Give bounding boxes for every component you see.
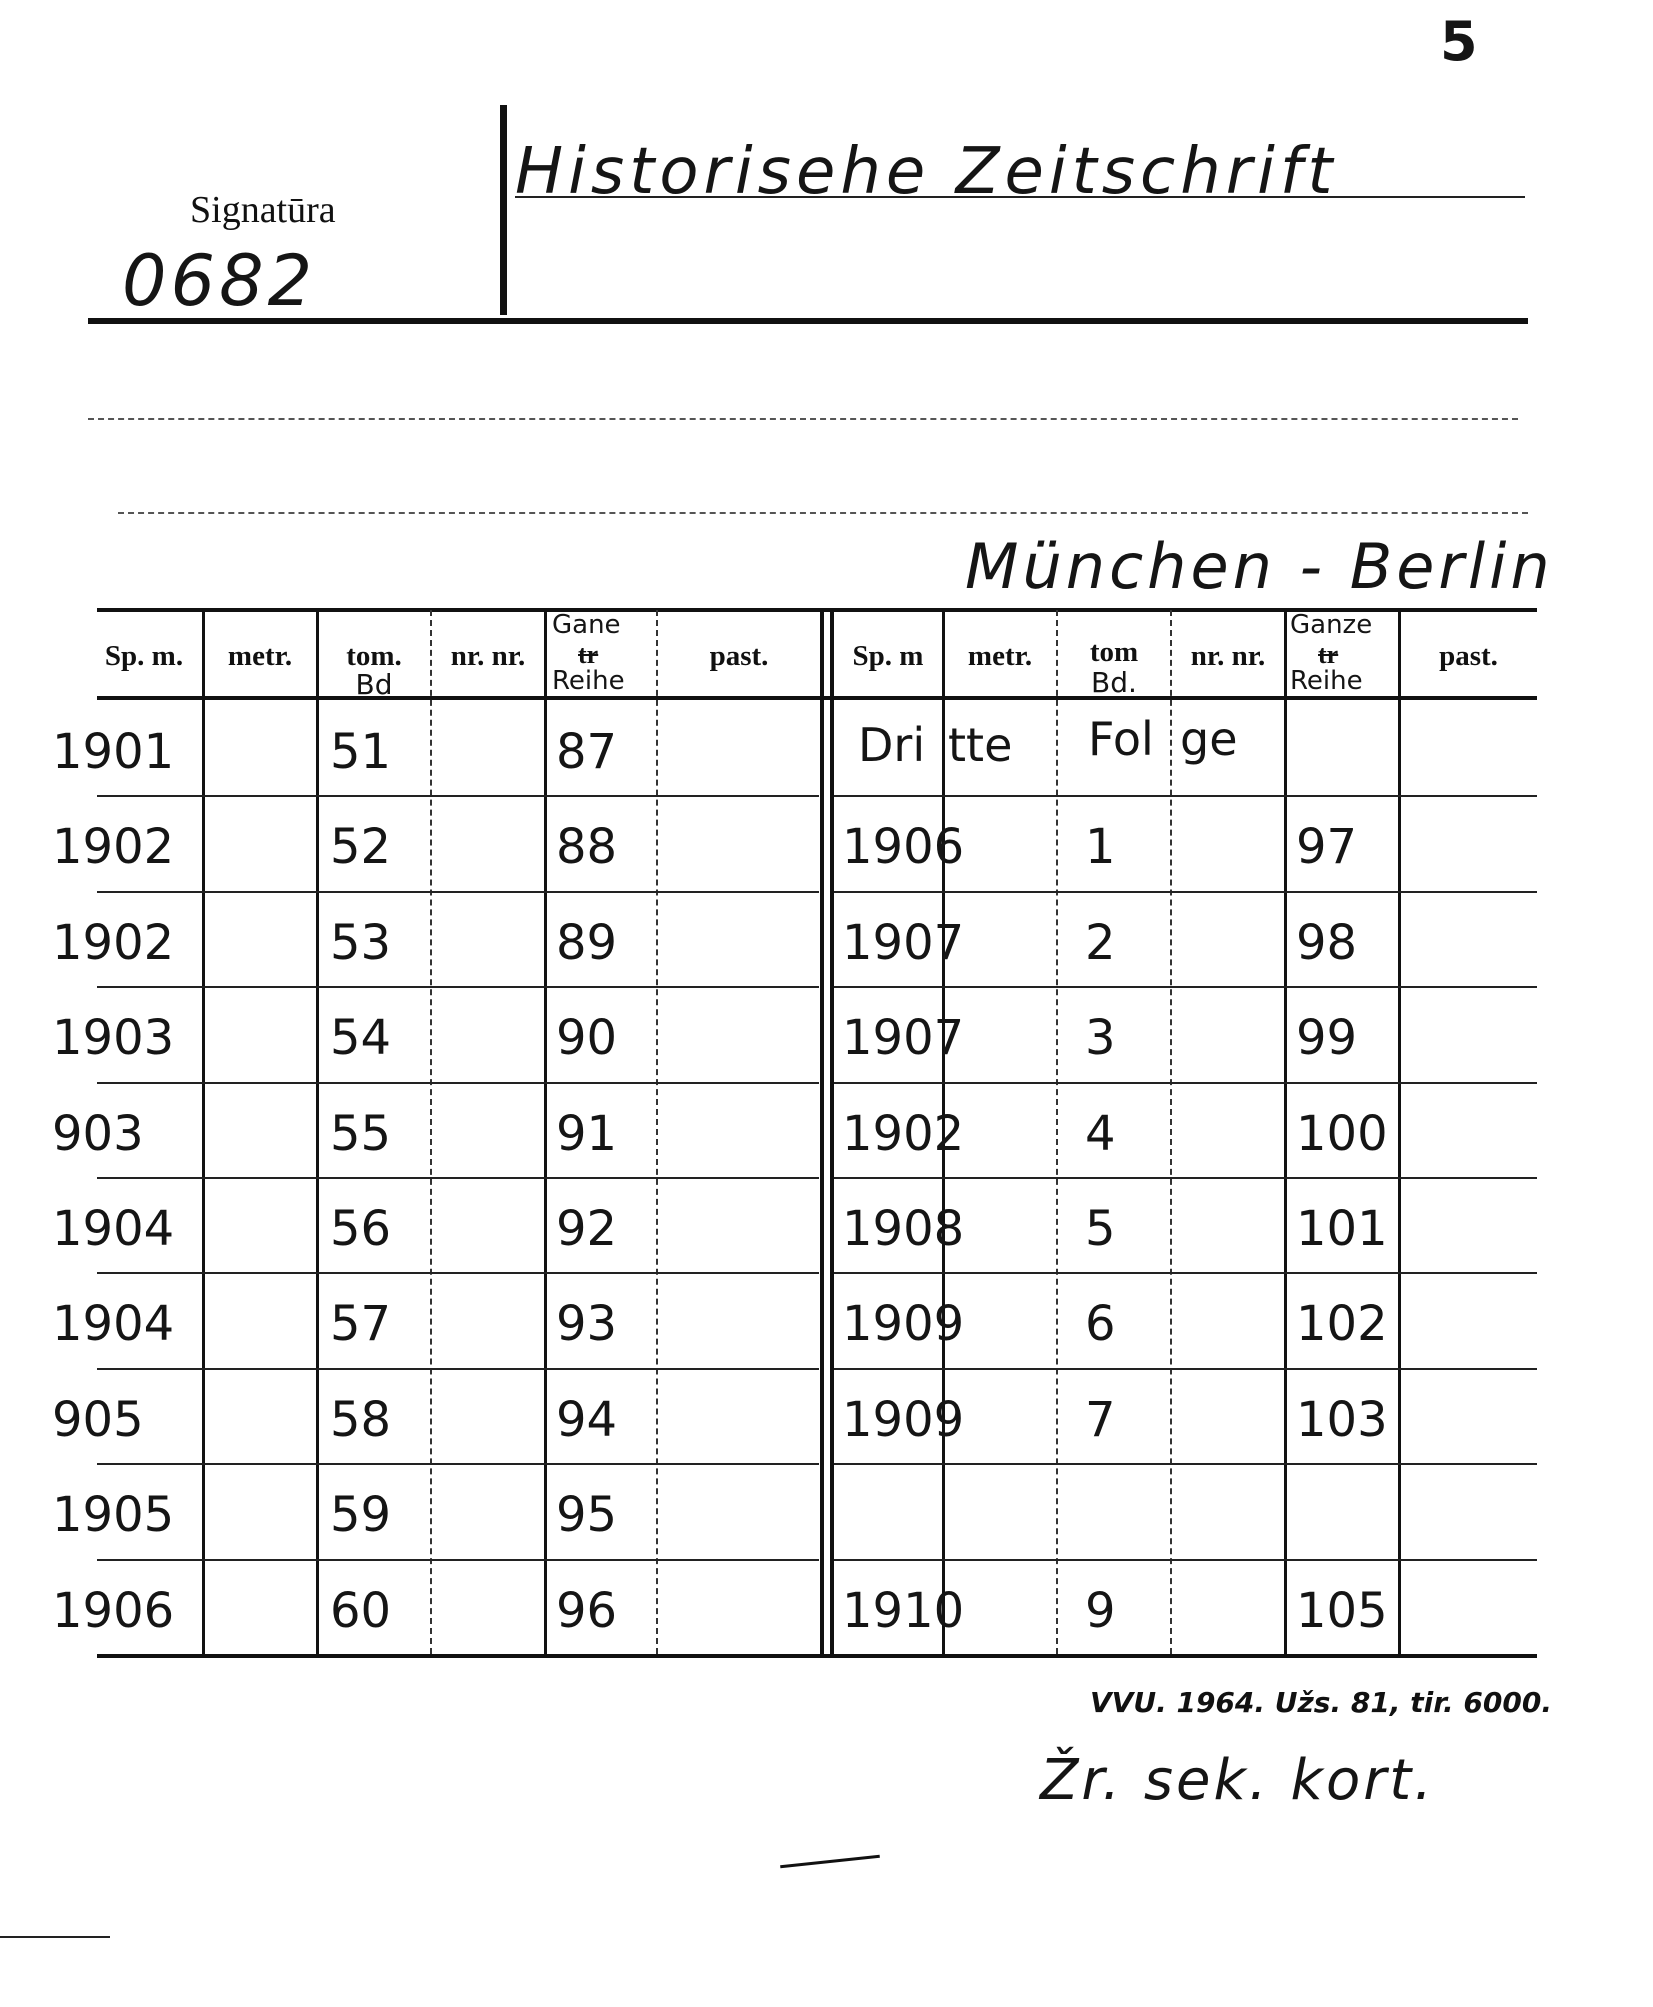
col-header-ganze-struck-right: tr xyxy=(1318,640,1339,669)
year-cell-right: 1909 xyxy=(842,1296,965,1352)
col-header-tom: tom. xyxy=(346,640,402,672)
ganze-reihe-cell: 89 xyxy=(556,915,618,971)
page-number: 5 xyxy=(1440,10,1478,73)
ganze-reihe-cell: 96 xyxy=(556,1583,618,1639)
row-separator-left xyxy=(97,1463,819,1465)
header-divider xyxy=(500,105,507,315)
tom-cell-right: 3 xyxy=(1085,1010,1116,1066)
ganze-reihe-cell-right: 100 xyxy=(1296,1106,1388,1162)
tom-cell: 54 xyxy=(330,1010,392,1066)
ganze-reihe-cell: 91 xyxy=(556,1106,618,1162)
year-cell-right: 1910 xyxy=(842,1583,965,1639)
col-line xyxy=(1170,610,1172,1654)
row-separator-left xyxy=(97,1559,819,1561)
col-line xyxy=(1398,610,1401,1654)
section-note-part4: ge xyxy=(1180,712,1238,766)
printer-note: VVU. 1964. Užs. 81, tir. 6000. xyxy=(1090,1686,1552,1719)
ganze-reihe-cell: 92 xyxy=(556,1201,618,1257)
ganze-reihe-cell-right: 98 xyxy=(1296,915,1358,971)
row-separator-left xyxy=(97,986,819,988)
row-separator-right xyxy=(834,891,1537,893)
year-cell: 1904 xyxy=(52,1201,175,1257)
row-separator-left xyxy=(97,1272,819,1274)
tom-cell: 53 xyxy=(330,915,392,971)
tom-cell-right: 9 xyxy=(1085,1583,1116,1639)
row-separator-left xyxy=(97,1177,819,1179)
ganze-reihe-cell-right: 97 xyxy=(1296,819,1358,875)
col-header-tom-hand: Bd xyxy=(355,668,393,701)
ganze-reihe-cell: 95 xyxy=(556,1487,618,1543)
year-cell: 905 xyxy=(52,1392,144,1448)
row-separator-right xyxy=(834,1368,1537,1370)
year-cell: 1902 xyxy=(52,915,175,971)
year-cell: 1902 xyxy=(52,819,175,875)
title-underline xyxy=(515,196,1525,198)
col-header-tom-hand-right: Bd. xyxy=(1091,666,1137,699)
col-header-nr: nr. nr. xyxy=(450,640,526,672)
ganze-reihe-cell-right: 99 xyxy=(1296,1010,1358,1066)
year-cell-right: 1907 xyxy=(842,1010,965,1066)
tom-cell: 56 xyxy=(330,1201,392,1257)
section-note-part3: Fol xyxy=(1088,712,1154,766)
col-line xyxy=(656,610,658,1654)
table-header-rule xyxy=(97,696,1537,700)
tom-cell: 58 xyxy=(330,1392,392,1448)
year-cell-right: 1902 xyxy=(842,1106,965,1162)
row-separator-right xyxy=(834,1082,1537,1084)
ganze-reihe-cell: 90 xyxy=(556,1010,618,1066)
tom-cell: 60 xyxy=(330,1583,392,1639)
row-separator-right xyxy=(834,1463,1537,1465)
ganze-reihe-cell-right: 105 xyxy=(1296,1583,1388,1639)
section-note-part2: tte xyxy=(948,718,1013,772)
section-note-part1: Dri xyxy=(858,718,926,772)
tom-cell-right: 4 xyxy=(1085,1106,1116,1162)
tom-cell: 57 xyxy=(330,1296,392,1352)
blank-line-1 xyxy=(88,418,1518,420)
year-cell-right: 1909 xyxy=(842,1392,965,1448)
year-cell: 903 xyxy=(52,1106,144,1162)
col-header-metr-right: metr. xyxy=(967,640,1033,672)
blank-line-2 xyxy=(118,512,1528,514)
scan-mark xyxy=(780,1855,880,1868)
tom-cell-right: 5 xyxy=(1085,1201,1116,1257)
row-separator-right xyxy=(834,986,1537,988)
tom-cell: 55 xyxy=(330,1106,392,1162)
row-separator-left xyxy=(97,1082,819,1084)
col-line xyxy=(1284,610,1287,1654)
row-separator-left xyxy=(97,795,819,797)
tom-cell-right: 2 xyxy=(1085,915,1116,971)
col-header-past: past. xyxy=(709,640,769,672)
row-separator-left xyxy=(97,1368,819,1370)
col-header-ganze-struck: tr xyxy=(578,640,599,669)
ganze-reihe-cell: 93 xyxy=(556,1296,618,1352)
ganze-reihe-cell-right: 101 xyxy=(1296,1201,1388,1257)
table-bottom-rule xyxy=(97,1654,1537,1658)
center-divider xyxy=(820,610,824,1654)
col-header-ganze-top-right: Ganze xyxy=(1290,610,1373,640)
col-header-ganze-bottom: Reihe xyxy=(552,666,625,696)
tom-cell: 59 xyxy=(330,1487,392,1543)
footer-note: Žr. sek. kort. xyxy=(1040,1748,1435,1813)
signature-value: 0682 xyxy=(122,240,317,322)
year-cell: 1903 xyxy=(52,1010,175,1066)
tom-cell-right: 7 xyxy=(1085,1392,1116,1448)
publication-place: München - Berlin xyxy=(965,530,1554,603)
col-header-sp-m-right: Sp. m xyxy=(852,640,924,672)
year-cell: 1906 xyxy=(52,1583,175,1639)
row-separator-right xyxy=(834,1559,1537,1561)
col-header-ganze-top: Gane xyxy=(552,610,621,640)
col-header-tom-right: tom xyxy=(1089,636,1139,668)
center-divider xyxy=(830,610,834,1654)
col-header-past-right: past. xyxy=(1439,640,1498,672)
row-separator-left xyxy=(97,891,819,893)
tom-cell: 52 xyxy=(330,819,392,875)
ganze-reihe-cell: 94 xyxy=(556,1392,618,1448)
col-header-sp-m: Sp. m. xyxy=(104,640,184,672)
col-header-ganze-bottom-right: Reihe xyxy=(1290,666,1363,696)
tom-cell: 51 xyxy=(330,724,392,780)
year-cell: 1904 xyxy=(52,1296,175,1352)
year-cell-right: 1906 xyxy=(842,819,965,875)
ganze-reihe-cell-right: 102 xyxy=(1296,1296,1388,1352)
row-separator-right xyxy=(834,1177,1537,1179)
year-cell: 1901 xyxy=(52,724,175,780)
row-separator-right xyxy=(834,795,1537,797)
signature-label: Signatūra xyxy=(190,189,336,231)
scan-edge-bottom xyxy=(0,1936,110,1938)
year-cell-right: 1907 xyxy=(842,915,965,971)
row-separator-right xyxy=(834,1272,1537,1274)
col-line xyxy=(544,610,547,1654)
tom-cell-right: 1 xyxy=(1085,819,1116,875)
ganze-reihe-cell: 88 xyxy=(556,819,618,875)
year-cell: 1905 xyxy=(52,1487,175,1543)
header-rule xyxy=(88,318,1528,324)
ganze-reihe-cell: 87 xyxy=(556,724,618,780)
journal-title: Historisehe Zeitschrift xyxy=(515,135,1338,209)
ganze-reihe-cell-right: 103 xyxy=(1296,1392,1388,1448)
col-header-metr: metr. xyxy=(227,640,293,672)
col-line xyxy=(316,610,319,1654)
year-cell-right: 1908 xyxy=(842,1201,965,1257)
col-line xyxy=(1056,610,1058,1654)
col-line xyxy=(202,610,205,1654)
tom-cell-right: 6 xyxy=(1085,1296,1116,1352)
col-header-nr-right: nr. nr. xyxy=(1190,640,1266,672)
col-line xyxy=(430,610,432,1654)
